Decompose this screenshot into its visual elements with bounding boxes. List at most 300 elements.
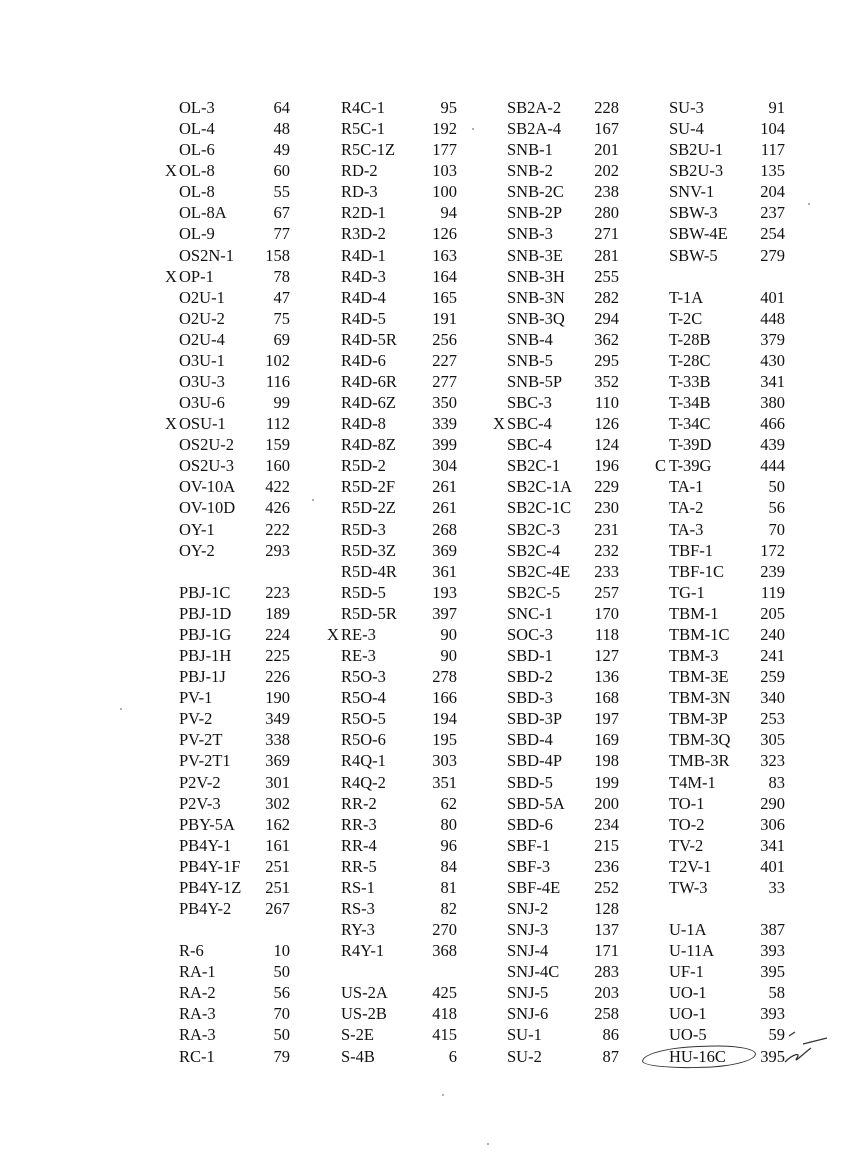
page-number: 281: [594, 245, 619, 265]
index-row: [493, 1024, 663, 1045]
index-row: [493, 687, 663, 708]
page-number: 170: [594, 603, 619, 623]
aircraft-designation: R4D-5R: [341, 329, 397, 349]
page-number: 10: [273, 941, 290, 961]
page-number: 252: [594, 877, 619, 897]
page-number: 137: [594, 920, 619, 940]
page-number: 225: [265, 646, 290, 666]
page-number: 267: [265, 898, 290, 918]
index-row: [165, 476, 335, 497]
index-row: [493, 561, 663, 582]
page-number: 118: [594, 624, 619, 644]
aircraft-designation: SBF-3: [507, 856, 551, 876]
index-row: [327, 961, 497, 982]
page-number: 224: [265, 624, 290, 644]
page-number: 60: [273, 161, 290, 181]
aircraft-designation: OSU-1: [179, 414, 226, 434]
index-row: [655, 1024, 825, 1045]
aircraft-designation: R4D-6R: [341, 372, 397, 392]
index-row: [165, 287, 335, 308]
index-row: [655, 139, 825, 160]
aircraft-designation: T-34B: [669, 393, 711, 413]
index-row: [655, 835, 825, 856]
index-row: [165, 835, 335, 856]
page-number: 251: [265, 856, 290, 876]
aircraft-designation: R5D-5: [341, 582, 386, 602]
index-row: [655, 308, 825, 329]
aircraft-designation: SU-3: [669, 98, 704, 117]
aircraft-designation: RC-1: [179, 1046, 215, 1066]
index-row: [327, 202, 497, 223]
page-number: 305: [760, 730, 785, 750]
page-number: 323: [760, 751, 785, 771]
page-number: 271: [594, 224, 619, 244]
page-number: 230: [594, 498, 619, 518]
aircraft-designation: SBC-4: [507, 414, 552, 434]
page-number: 204: [760, 182, 785, 202]
index-row: [493, 582, 663, 603]
entry-mark: X: [165, 161, 177, 181]
page-number: 196: [594, 456, 619, 476]
aircraft-designation: PBY-5A: [179, 814, 235, 834]
page-number: 380: [760, 393, 785, 413]
index-row: [327, 540, 497, 561]
page-number: 159: [265, 435, 290, 455]
aircraft-designation: R5D-2F: [341, 477, 396, 497]
page-number: 401: [760, 856, 785, 876]
index-row: [655, 561, 825, 582]
index-row: [493, 181, 663, 202]
page-number: 84: [440, 856, 457, 876]
index-row: [493, 413, 663, 434]
aircraft-designation: PV-2T1: [179, 751, 231, 771]
page-number: 189: [265, 603, 290, 623]
aircraft-designation: SNB-3E: [507, 245, 563, 265]
index-row: [655, 160, 825, 181]
aircraft-designation: PV-1: [179, 688, 213, 708]
page-number: 426: [265, 498, 290, 518]
index-row: [327, 287, 497, 308]
aircraft-designation: SB2U-1: [669, 140, 724, 160]
page-number: 448: [760, 308, 785, 328]
aircraft-designation: SNB-2P: [507, 203, 563, 223]
index-row: [493, 919, 663, 940]
aircraft-designation: SU-4: [669, 119, 704, 139]
index-row: [165, 982, 335, 1003]
aircraft-designation: R5C-1: [341, 119, 386, 139]
index-row: [493, 835, 663, 856]
aircraft-designation: RA-3: [179, 1025, 216, 1045]
aircraft-designation: SNJ-2: [507, 898, 549, 918]
index-row: [165, 582, 335, 603]
index-row: [655, 772, 825, 793]
index-row: [493, 982, 663, 1003]
page-number: 112: [265, 414, 290, 434]
index-row: [327, 1046, 497, 1067]
page-number: 195: [432, 730, 457, 750]
page-number: 399: [432, 435, 457, 455]
aircraft-designation: SNB-4: [507, 329, 553, 349]
page-number: 135: [760, 161, 785, 181]
aircraft-designation: OL-8A: [179, 203, 227, 223]
index-column-3: [493, 97, 663, 1067]
aircraft-designation: SBD-6: [507, 814, 553, 834]
aircraft-designation: TG-1: [669, 582, 705, 602]
page-number: 387: [760, 920, 785, 940]
index-row: [493, 160, 663, 181]
page-number: 199: [594, 772, 619, 792]
aircraft-designation: OV-10D: [179, 498, 236, 518]
page-number: 280: [594, 203, 619, 223]
index-row: [655, 940, 825, 961]
page-number: 369: [432, 540, 457, 560]
page-number: 86: [602, 1025, 619, 1045]
aircraft-designation: SBD-5A: [507, 793, 565, 813]
index-column-1: [165, 97, 335, 1067]
page-number: 48: [273, 119, 290, 139]
index-row: [655, 708, 825, 729]
aircraft-designation: SB2C-1C: [507, 498, 572, 518]
aircraft-designation: R5D-4R: [341, 561, 397, 581]
index-row: [165, 181, 335, 202]
page-number: 439: [760, 435, 785, 455]
page-number: 340: [760, 688, 785, 708]
page-number: 349: [265, 709, 290, 729]
index-row: [327, 519, 497, 540]
page-number: 301: [265, 772, 290, 792]
aircraft-designation: R-6: [179, 941, 204, 961]
page-number: 163: [432, 245, 457, 265]
aircraft-designation: TBF-1C: [669, 561, 725, 581]
index-row: [165, 729, 335, 750]
index-row: [165, 223, 335, 244]
aircraft-designation: SB2C-1: [507, 456, 561, 476]
aircraft-designation: SBD-1: [507, 646, 553, 666]
page-number: 69: [273, 329, 290, 349]
aircraft-designation: SU-1: [507, 1025, 542, 1045]
page-number: 233: [594, 561, 619, 581]
aircraft-designation: UO-5: [669, 1025, 707, 1045]
page-number: 169: [594, 730, 619, 750]
aircraft-designation: SBW-3: [669, 203, 718, 223]
page-number: 397: [432, 603, 457, 623]
aircraft-designation: RR-2: [341, 793, 377, 813]
page-number: 96: [440, 835, 457, 855]
aircraft-designation: OL-8: [179, 161, 215, 181]
page-number: 128: [594, 898, 619, 918]
index-row: [655, 266, 825, 287]
aircraft-designation: OL-4: [179, 119, 215, 139]
aircraft-designation: TV-2: [669, 835, 704, 855]
index-row: [655, 202, 825, 223]
aircraft-designation: SNJ-3: [507, 920, 549, 940]
page-number: 415: [432, 1025, 457, 1045]
index-row: [493, 97, 663, 118]
aircraft-designation: SBC-4: [507, 435, 552, 455]
page-number: 166: [432, 688, 457, 708]
index-row: [327, 772, 497, 793]
page-number: 351: [432, 772, 457, 792]
page-number: 161: [265, 835, 290, 855]
index-row: [493, 118, 663, 139]
page-number: 422: [265, 477, 290, 497]
aircraft-designation: R4D-5: [341, 308, 386, 328]
page-number: 379: [760, 329, 785, 349]
page-number: 268: [432, 519, 457, 539]
aircraft-designation: R4D-1: [341, 245, 386, 265]
page-number: 80: [440, 814, 457, 834]
index-row: [165, 919, 335, 940]
aircraft-designation: OL-8: [179, 182, 215, 202]
index-row: [493, 329, 663, 350]
aircraft-designation: U-1A: [669, 920, 707, 940]
page-number: 395: [760, 1046, 785, 1066]
index-row: [327, 181, 497, 202]
aircraft-designation: R5D-2Z: [341, 498, 396, 518]
page-number: 94: [440, 203, 457, 223]
aircraft-designation: RR-5: [341, 856, 377, 876]
page-number: 303: [432, 751, 457, 771]
page-number: 304: [432, 456, 457, 476]
aircraft-designation: SNB-3H: [507, 266, 565, 286]
aircraft-designation: R5D-2: [341, 456, 386, 476]
aircraft-designation: TBM-3P: [669, 709, 728, 729]
index-row: [493, 392, 663, 413]
page-number: 197: [594, 709, 619, 729]
aircraft-designation: R4D-3: [341, 266, 386, 286]
page-number: 192: [432, 119, 457, 139]
index-row: [327, 308, 497, 329]
index-row: [327, 476, 497, 497]
index-row: [655, 540, 825, 561]
index-row: [327, 223, 497, 244]
aircraft-designation: PV-2T: [179, 730, 223, 750]
aircraft-designation: O2U-2: [179, 308, 225, 328]
index-row: [327, 160, 497, 181]
aircraft-designation: SB2A-2: [507, 98, 562, 117]
aircraft-designation: RA-3: [179, 1004, 216, 1024]
index-row: [493, 645, 663, 666]
aircraft-designation: TBM-1C: [669, 624, 730, 644]
page-number: 226: [265, 667, 290, 687]
page-number: 6: [448, 1046, 457, 1066]
aircraft-designation: SB2C-4E: [507, 561, 571, 581]
aircraft-designation: SNJ-4C: [507, 962, 560, 982]
page-number: 191: [432, 308, 457, 328]
aircraft-designation: T-34C: [669, 414, 711, 434]
page-number: 58: [768, 983, 785, 1003]
page-number: 81: [440, 877, 457, 897]
aircraft-designation: PBJ-1G: [179, 624, 232, 644]
page-number: 257: [594, 582, 619, 602]
page-number: 162: [265, 814, 290, 834]
page-number: 99: [273, 393, 290, 413]
index-row: [655, 729, 825, 750]
aircraft-designation: PV-2: [179, 709, 213, 729]
index-row: [165, 708, 335, 729]
page-number: 240: [760, 624, 785, 644]
index-row: [655, 582, 825, 603]
page-number: 126: [432, 224, 457, 244]
aircraft-designation: R5O-6: [341, 730, 386, 750]
index-row: [655, 476, 825, 497]
page-number: 198: [594, 751, 619, 771]
page-number: 95: [440, 98, 457, 117]
index-row: [327, 729, 497, 750]
aircraft-designation: R4Y-1: [341, 941, 385, 961]
page-number: 116: [265, 372, 290, 392]
index-row: [493, 666, 663, 687]
page-number: 466: [760, 414, 785, 434]
index-row: [165, 772, 335, 793]
page-number: 193: [432, 582, 457, 602]
page-number: 282: [594, 287, 619, 307]
index-row: [165, 434, 335, 455]
page-number: 290: [760, 793, 785, 813]
aircraft-designation: SNB-2C: [507, 182, 564, 202]
index-row: [165, 814, 335, 835]
aircraft-designation: SNJ-6: [507, 1004, 549, 1024]
index-row: [165, 687, 335, 708]
aircraft-designation: T-28B: [669, 329, 711, 349]
page-number: 228: [594, 98, 619, 117]
aircraft-designation: RS-1: [341, 877, 375, 897]
page-number: 362: [594, 329, 619, 349]
aircraft-designation: SNJ-4: [507, 941, 549, 961]
page-number: 127: [594, 646, 619, 666]
aircraft-designation: R4Q-2: [341, 772, 386, 792]
index-row: [655, 455, 825, 476]
index-row: [327, 982, 497, 1003]
page-number: 78: [273, 266, 290, 286]
aircraft-designation: TMB-3R: [669, 751, 730, 771]
index-row: [655, 329, 825, 350]
aircraft-designation: SBD-5: [507, 772, 553, 792]
page-number: 261: [432, 498, 457, 518]
index-row: [165, 160, 335, 181]
index-row: [493, 940, 663, 961]
aircraft-designation: SBW-5: [669, 245, 718, 265]
page-number: 223: [265, 582, 290, 602]
page-number: 50: [273, 962, 290, 982]
aircraft-designation: SNB-5P: [507, 372, 563, 392]
aircraft-designation: RE-3: [341, 624, 376, 644]
index-row: [493, 898, 663, 919]
aircraft-designation: SU-2: [507, 1046, 542, 1066]
page-number: 261: [432, 477, 457, 497]
index-row: [493, 772, 663, 793]
entry-mark: X: [165, 266, 177, 286]
aircraft-designation: RA-2: [179, 983, 216, 1003]
index-row: [327, 329, 497, 350]
aircraft-designation: SBF-1: [507, 835, 551, 855]
index-row: [655, 1046, 825, 1067]
index-row: [655, 350, 825, 371]
page-number: 236: [594, 856, 619, 876]
index-row: [165, 856, 335, 877]
aircraft-designation: SNC-1: [507, 603, 553, 623]
page-number: 295: [594, 350, 619, 370]
index-row: [327, 856, 497, 877]
page-number: 110: [594, 393, 619, 413]
index-row: [327, 666, 497, 687]
aircraft-designation: HU-16C: [669, 1046, 726, 1066]
index-row: [165, 245, 335, 266]
aircraft-designation: SBD-3P: [507, 709, 563, 729]
page-number: 164: [432, 266, 457, 286]
index-row: [493, 814, 663, 835]
page-number: 190: [265, 688, 290, 708]
index-row: [493, 266, 663, 287]
aircraft-designation: PB4Y-1: [179, 835, 232, 855]
aircraft-designation: R4Q-1: [341, 751, 386, 771]
index-row: [655, 877, 825, 898]
index-row: [327, 139, 497, 160]
index-row: [327, 645, 497, 666]
page-number: 401: [760, 287, 785, 307]
index-row: [655, 793, 825, 814]
index-row: [655, 961, 825, 982]
aircraft-designation: TBM-3E: [669, 667, 729, 687]
aircraft-designation: UO-1: [669, 1004, 707, 1024]
aircraft-designation: O3U-3: [179, 372, 225, 392]
index-row: [493, 139, 663, 160]
page-number: 59: [768, 1025, 785, 1045]
index-row: [165, 371, 335, 392]
index-row: [327, 455, 497, 476]
aircraft-designation: SB2C-3: [507, 519, 561, 539]
aircraft-designation: R4D-8Z: [341, 435, 396, 455]
aircraft-designation: OP-1: [179, 266, 214, 286]
index-row: [165, 540, 335, 561]
index-row: [655, 223, 825, 244]
index-row: [327, 940, 497, 961]
page-number: 104: [760, 119, 785, 139]
index-row: [493, 624, 663, 645]
index-row: [493, 793, 663, 814]
index-row: [655, 1003, 825, 1024]
index-row: [327, 266, 497, 287]
aircraft-designation: OS2N-1: [179, 245, 235, 265]
index-row: [327, 350, 497, 371]
page-number: 338: [265, 730, 290, 750]
aircraft-designation: P2V-2: [179, 772, 221, 792]
page-number: 393: [760, 941, 785, 961]
aircraft-designation: PBJ-1J: [179, 667, 226, 687]
entry-mark: X: [165, 414, 177, 434]
aircraft-designation: R4D-6Z: [341, 393, 396, 413]
aircraft-designation: US-2B: [341, 1004, 387, 1024]
index-row: [165, 118, 335, 139]
aircraft-designation: TBF-1: [669, 540, 714, 560]
aircraft-designation: R4D-8: [341, 414, 386, 434]
page-number: 87: [602, 1046, 619, 1066]
page-number: 168: [594, 688, 619, 708]
index-row: [165, 329, 335, 350]
index-row: [493, 202, 663, 223]
page-number: 82: [440, 898, 457, 918]
index-row: [327, 1024, 497, 1045]
index-row: [165, 793, 335, 814]
index-row: [493, 287, 663, 308]
aircraft-designation: R5O-4: [341, 688, 386, 708]
page-number: 238: [594, 182, 619, 202]
page-number: 158: [265, 245, 290, 265]
index-row: [165, 350, 335, 371]
page-number: 256: [432, 329, 457, 349]
aircraft-designation: SNB-2: [507, 161, 553, 181]
index-row: [327, 392, 497, 413]
